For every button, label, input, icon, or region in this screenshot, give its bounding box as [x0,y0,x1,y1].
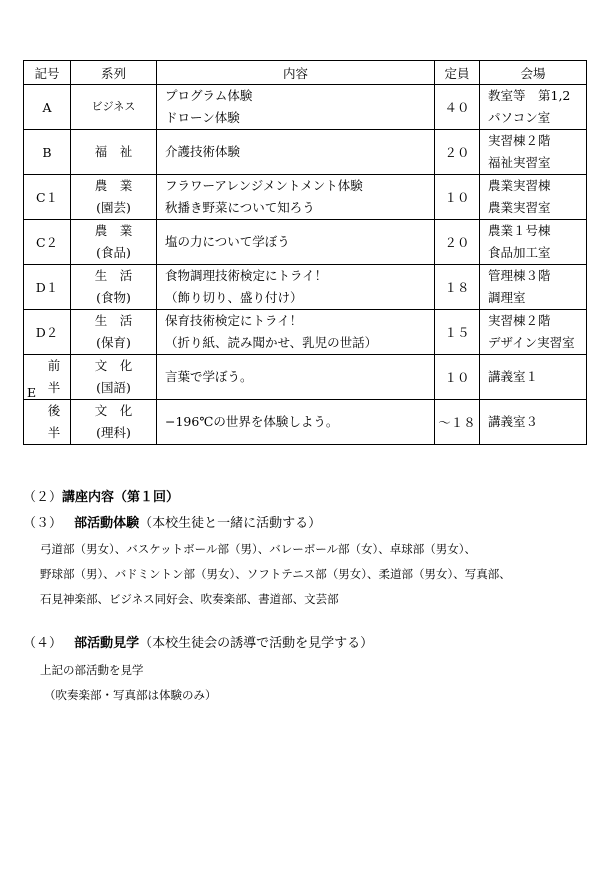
table-header-row [24,61,587,85]
table-row [24,355,587,400]
row-series: 生 活 (食物) [71,265,157,310]
row-series: 生 活 (保育) [71,310,157,355]
row-content: 食物調理技術検定にトライ！ （飾り切り、盛り付け） [157,265,435,310]
section-note: （本校生徒会の誘導で活動を見学する） [139,636,374,651]
table-row [24,220,587,265]
observation-line: （吹奏楽部・写真部は体験のみ） [44,688,217,702]
row-content: 塩の力について学ぼう [157,220,435,265]
table-row [24,310,587,355]
row-venue: 実習棟２階 福祉実習室 [480,130,587,175]
table-row [24,130,587,175]
section-number: （４） [23,636,63,651]
row-code-e: 後 半 [24,400,71,445]
club-list-line: 弓道部（男女）、バスケットボール部（男）、バレーボール部（女）、卓球部（男女）、 [40,542,476,556]
section-number: （２） [23,490,63,505]
table-row [24,400,587,445]
row-venue: 管理棟３階 調理室 [480,265,587,310]
table-row [24,175,587,220]
row-content: 介護技術体験 [157,130,435,175]
row-series: 文 化 (理科) [71,400,157,445]
club-list-line: 野球部（男）、バドミントン部（男女）、ソフトテニス部（男女）、柔道部（男女）、写真部、 [40,567,511,581]
section-title: 講座内容（第１回） [62,490,180,505]
row-code: D２ [24,310,71,355]
row-code: D１ [24,265,71,310]
row-capacity: １５ [435,310,480,355]
course-table [23,60,587,445]
row-capacity: ４０ [435,85,480,130]
row-series: 福 祉 [71,130,157,175]
section-number: （３） [23,516,63,531]
row-code: B [24,130,71,175]
row-code: C２ [24,220,71,265]
row-venue: 講義室１ [480,355,587,400]
row-venue: 実習棟２階 デザイン実習室 [480,310,587,355]
row-venue: 講義室３ [480,400,587,445]
row-capacity: ２０ [435,220,480,265]
row-series: 文 化 (国語) [71,355,157,400]
header-venue: 会場 [480,61,587,85]
table-row [24,85,587,130]
e-code: E [27,385,37,400]
row-code: C１ [24,175,71,220]
table-row [24,265,587,310]
row-venue: 農業実習棟 農業実習室 [480,175,587,220]
row-content: 言葉で学ぼう。 [157,355,435,400]
row-content: フラワーアレンジメントメント体験 秋播き野菜について知ろう [157,175,435,220]
row-series: 農 業 (食品) [71,220,157,265]
header-code: 記号 [24,61,71,85]
club-list-line: 石見神楽部、ビジネス同好会、吹奏楽部、書道部、文芸部 [40,592,339,606]
row-code: A [24,85,71,130]
row-capacity: １８ [435,265,480,310]
section-3-heading [23,512,321,531]
section-note: （本校生徒と一緒に活動する） [139,516,322,531]
row-series: 農 業 (園芸) [71,175,157,220]
row-content: 保育技術検定にトライ！ （折り紙、読み聞かせ、乳児の世話） [157,310,435,355]
section-title: 部活動見学 [74,636,140,651]
header-capacity: 定員 [435,61,480,85]
section-2-heading [23,486,179,505]
row-code-e: E 前 半 [24,355,71,400]
row-content: −196℃の世界を体験しよう。 [157,400,435,445]
row-venue: 教室等 第1,2 パソコン室 [480,85,587,130]
section-4-heading [23,632,373,651]
section-title: 部活動体験 [74,516,140,531]
row-capacity: ２０ [435,130,480,175]
header-series: 系列 [71,61,157,85]
row-venue: 農業１号棟 食品加工室 [480,220,587,265]
row-series: ビジネス [71,85,157,130]
header-content: 内容 [157,61,435,85]
row-capacity: ～１８ [435,400,480,445]
row-capacity: １０ [435,355,480,400]
observation-line: 上記の部活動を見学 [40,663,144,677]
row-capacity: １０ [435,175,480,220]
row-content: プログラム体験 ドローン体験 [157,85,435,130]
